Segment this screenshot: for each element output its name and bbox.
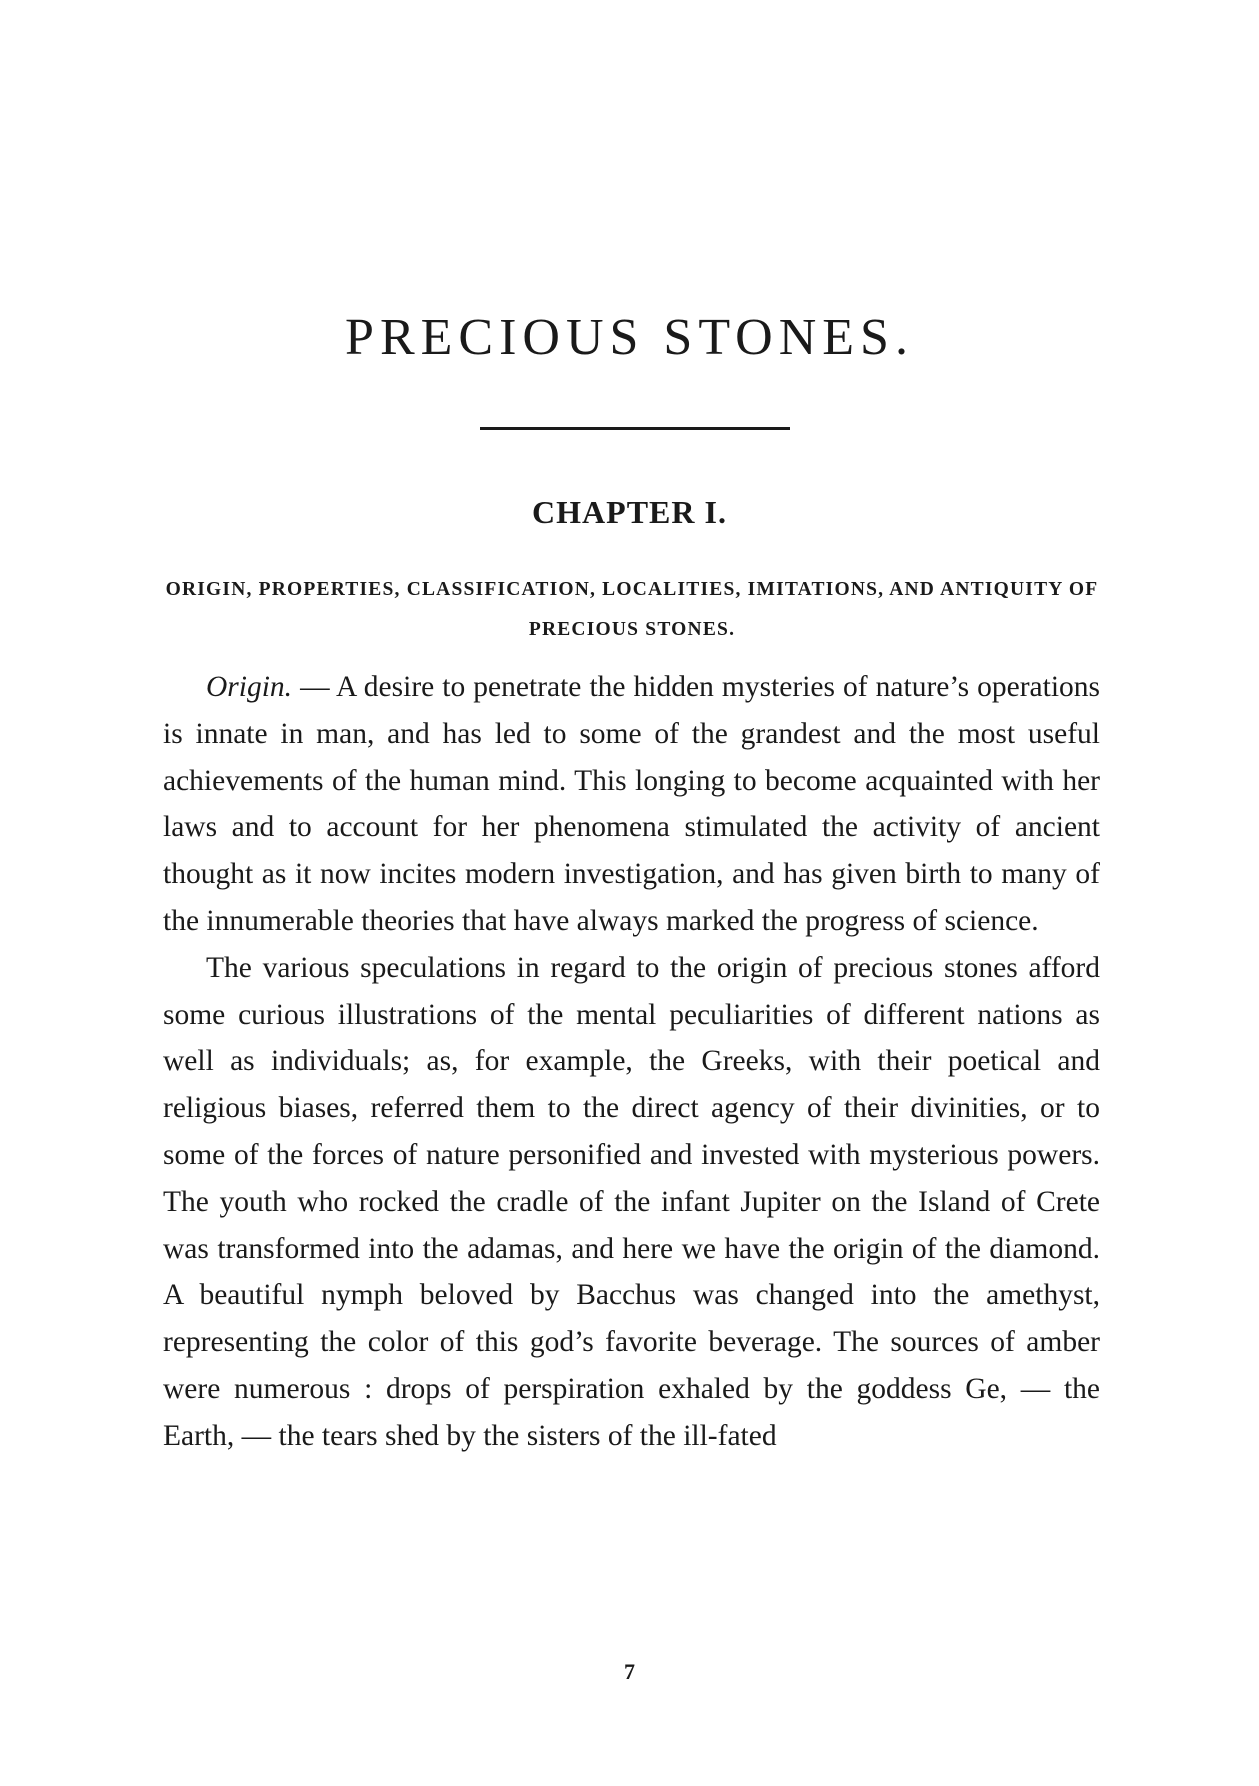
chapter-subtitle: ORIGIN, PROPERTIES, CLASSIFICATION, LOCALITIES, IMITATIONS, AND ANTIQUITY OF PRECIOUS STONES.: [165, 579, 1099, 640]
title-divider: [480, 427, 790, 430]
paragraph-text: — A desire to penetrate the hidden mysteries of nature’s operations is innate in man, and has led to some of the grandest and the most useful achievements of the human mind. This longing to become acquainted with her laws and to account for her phenomena stimulated the activity of ancient thought as it now incites modern investigation, and has given birth to many of the innumerable theories that have always marked the progress of science.: [163, 671, 1100, 937]
paragraph-text: The various speculations in regard to the origin of precious stones afford some curious illustrations of the mental peculiarities of different nations as well as individuals; as, for example, the Greeks, with their poetical and religious biases, referred them to the direct agency of their divinities, or to some of the forces of nature personified and invested with mysterious powers. The youth who rocked the cradle of the infant Jupiter on the Island of Crete was transformed into the adamas, and here we have the origin of the diamond. A beautiful nymph beloved by Bacchus was changed into the amethyst, representing the color of this god’s favorite beverage. The sources of amber were numerous : drops of perspiration exhaled by the goddess Ge, — the Earth, — the tears shed by the sisters of the ill-fated: [163, 951, 1100, 1452]
paragraph-speculations: [163, 945, 1100, 1460]
paragraph-origin: [163, 664, 1100, 945]
body-text: [163, 664, 1100, 1460]
book-title: PRECIOUS STONES.: [345, 309, 914, 366]
chapter-heading: CHAPTER I.: [532, 494, 727, 530]
page-number: 7: [624, 1659, 635, 1684]
side-heading-origin: Origin.: [206, 671, 293, 703]
